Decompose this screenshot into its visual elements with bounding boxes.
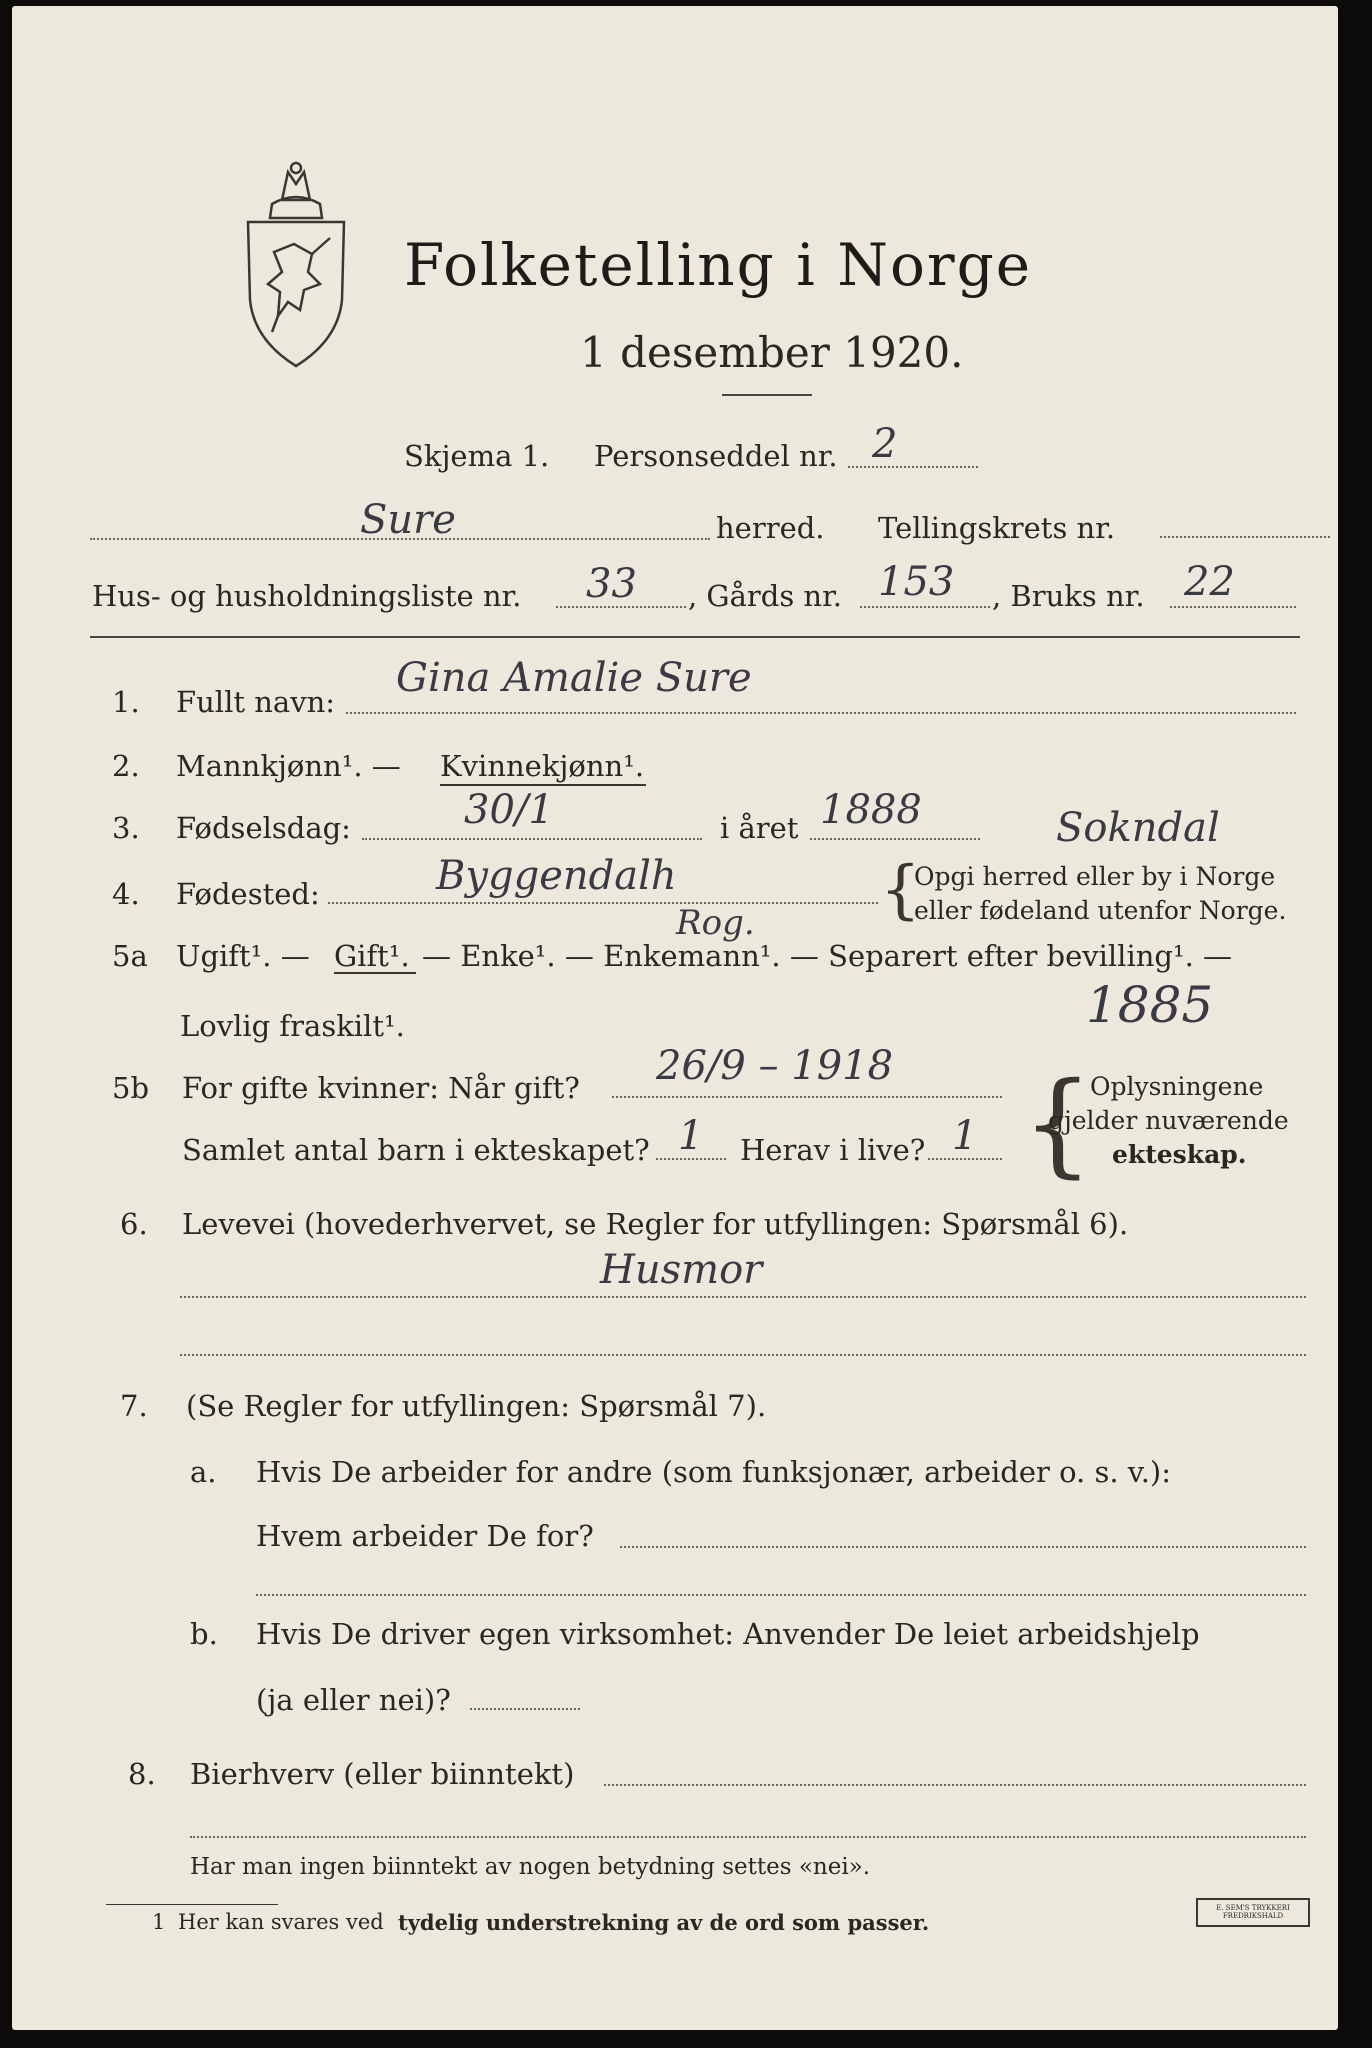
q5a-ugift-label: Ugift¹. — — [176, 939, 310, 973]
q7a-label: Hvis De arbeider for andre (som funksjonær, arbeider o. s. v.): — [256, 1455, 1172, 1489]
q4-label: Fødested: — [176, 877, 320, 911]
q5b-note-line2: gjelder nuværende — [1048, 1106, 1289, 1135]
q3-day-value: 30/1 — [464, 787, 554, 833]
q2-male-label: Mannkjønn¹. — — [176, 749, 401, 783]
q3-year-label: i året — [720, 811, 799, 845]
bruks-label: , Bruks nr. — [992, 579, 1145, 613]
annotation-sokndal: Sokndal — [1056, 805, 1220, 851]
q2-female-label: Kvinnekjønn¹. — [440, 749, 645, 783]
q6-occupation-value: Husmor — [600, 1247, 763, 1293]
q7a-letter: a. — [190, 1455, 217, 1489]
herred-value: Sure — [360, 497, 456, 543]
q5a-line2: Lovlig fraskilt¹. — [180, 1009, 405, 1043]
coat-of-arms-icon — [238, 160, 354, 372]
q1-number: 1. — [112, 685, 140, 719]
bruks-value: 22 — [1184, 559, 1235, 605]
q4-note-line2: eller fødeland utenfor Norge. — [914, 896, 1287, 925]
q3-label: Fødselsdag: — [176, 811, 351, 845]
q7-label: (Se Regler for utfyllingen: Spørsmål 7). — [186, 1389, 767, 1423]
q5a-gift-underline — [334, 972, 416, 974]
q2-number: 2. — [112, 749, 140, 783]
q2-female-underline — [440, 784, 646, 786]
hus-value: 33 — [586, 561, 637, 607]
q5b-note-line1: Oplysningene — [1090, 1072, 1264, 1101]
q7b-letter: b. — [190, 1617, 218, 1651]
skjema-label: Skjema 1. — [404, 439, 550, 473]
q7b-line2: (ja eller nei)? — [256, 1683, 451, 1717]
q5b-married-label: For gifte kvinner: Når gift? — [182, 1071, 580, 1105]
q8-number: 8. — [128, 1757, 156, 1791]
tellingskrets-label: Tellingskrets nr. — [878, 511, 1116, 545]
hus-label: Hus- og husholdningsliste nr. — [92, 579, 522, 613]
annotation-1885: 1885 — [1086, 976, 1214, 1034]
herred-label: herred. — [716, 511, 825, 545]
footnote-text: Her kan svares ved — [178, 1910, 384, 1934]
form-date: 1 desember 1920. — [580, 328, 964, 377]
footnote-bold-text: tydelig understrekning av de ord som passer. — [398, 1910, 930, 1935]
q5a-gift-label: Gift¹. — [334, 939, 410, 973]
header-rule — [90, 636, 1300, 638]
q8-label: Bierhverv (eller biinntekt) — [190, 1757, 575, 1791]
personseddel-value: 2 — [872, 421, 898, 467]
footnote-rule — [106, 1904, 278, 1905]
gards-value: 153 — [878, 559, 955, 605]
q7a-line2: Hvem arbeider De for? — [256, 1519, 594, 1553]
q4-birthplace-value: Byggendalh — [436, 853, 677, 899]
q3-year-value: 1888 — [820, 787, 922, 833]
personseddel-label: Personseddel nr. — [594, 439, 838, 473]
q5b-children-value: 1 — [678, 1113, 704, 1159]
q5b-married-date-value: 26/9 – 1918 — [656, 1043, 894, 1089]
q6-number: 6. — [120, 1207, 148, 1241]
annotation-rog: Rog. — [676, 903, 755, 943]
q5b-children-label: Samlet antal barn i ekteskapet? — [182, 1133, 650, 1167]
q5a-other-options: — Enke¹. — Enkemann¹. — Separert efter bevilling¹. — — [422, 939, 1233, 973]
gards-label: , Gårds nr. — [688, 579, 842, 613]
q5b-note-line3: ekteskap. — [1112, 1140, 1247, 1169]
q4-number: 4. — [112, 877, 140, 911]
printer-stamp: E. SEM'S TRYKKERI FREDRIKSHALD — [1196, 1898, 1310, 1927]
q4-note-line1: Opgi herred eller by i Norge — [914, 862, 1276, 891]
footer-note: Har man ingen biinntekt av nogen betydning settes «nei». — [190, 1854, 871, 1880]
q1-label: Fullt navn: — [176, 685, 336, 719]
q7-number: 7. — [120, 1389, 148, 1423]
q5b-alive-value: 1 — [952, 1113, 978, 1159]
q5a-number: 5a — [112, 939, 148, 973]
q6-label: Levevei (hovederhvervet, se Regler for utfyllingen: Spørsmål 6). — [182, 1207, 1129, 1241]
q7b-label: Hvis De driver egen virksomhet: Anvender De leiet arbeidshjelp — [256, 1617, 1200, 1651]
footnote-mark: 1 — [152, 1910, 166, 1934]
title-divider — [722, 394, 812, 396]
form-title: Folketelling i Norge — [404, 231, 1033, 299]
q5b-number: 5b — [112, 1071, 150, 1105]
q3-number: 3. — [112, 811, 140, 845]
q1-full-name-value: Gina Amalie Sure — [396, 655, 752, 701]
q5b-alive-label: Herav i live? — [740, 1133, 926, 1167]
